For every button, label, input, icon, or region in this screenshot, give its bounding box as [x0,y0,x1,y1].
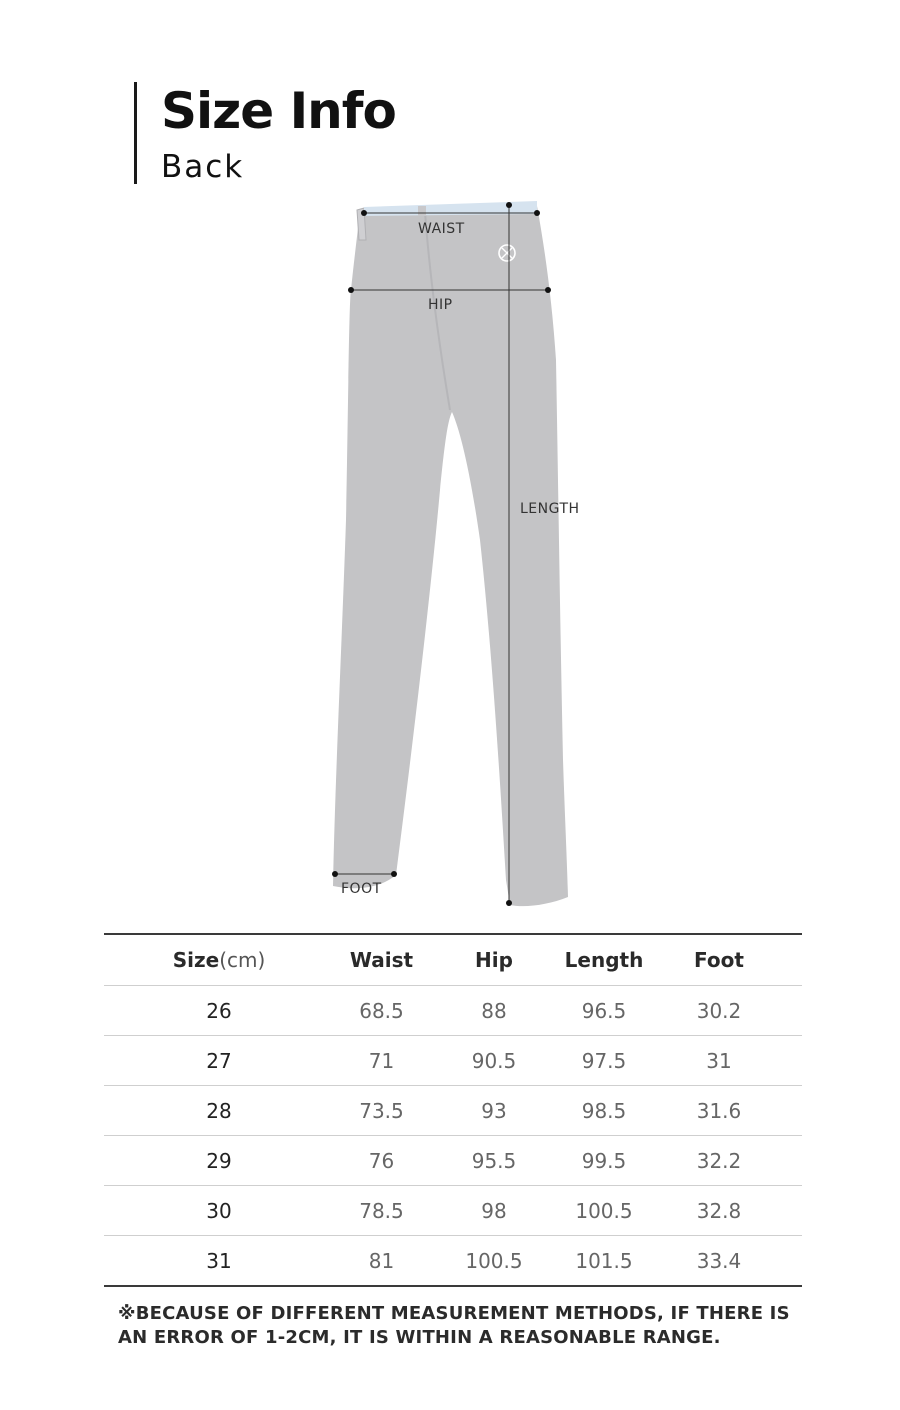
size-header-label: Size [172,948,220,972]
page-subtitle: Back [161,149,245,185]
table-row [104,1135,802,1185]
hip-cell: 90.5 [471,1048,517,1073]
foot-cell: 31.6 [696,1098,742,1123]
unit-label: (cm) [219,948,266,972]
length-cell: 101.5 [575,1248,633,1273]
hip-dot-left [348,287,354,293]
length-cell: 100.5 [575,1198,633,1223]
hip-cell: 95.5 [471,1148,517,1173]
waist-cell: 76 [368,1148,395,1173]
length-cell: 96.5 [581,998,627,1023]
length-cell: 97.5 [581,1048,627,1073]
length-cell: 99.5 [581,1148,627,1173]
hip-cell: 98 [481,1198,507,1223]
waist-cell: 73.5 [359,1098,404,1123]
size-cell: 28 [206,1098,232,1123]
hip-dot-right [545,287,551,293]
length-dot-bottom [506,900,512,906]
waist-cell: 81 [368,1248,395,1273]
page-title: Size Info [161,82,396,140]
hip-cell: 100.5 [465,1248,523,1273]
waist-cell: 71 [368,1048,395,1073]
size-cell: 29 [206,1148,232,1173]
table-row [104,1035,802,1085]
header-waist: Waist [349,948,414,972]
size-cell: 26 [206,998,232,1023]
header-hip: Hip [475,948,513,972]
hip-label: HIP [428,297,453,313]
foot-label: FOOT [341,881,382,897]
length-cell: 98.5 [581,1098,627,1123]
hip-cell: 93 [481,1098,507,1123]
table-header-row [104,935,802,985]
waist-dot-left [361,210,367,216]
waist-dot-right [534,210,540,216]
foot-cell: 30.2 [696,998,742,1023]
size-cell: 31 [206,1248,232,1273]
waistband-loop [418,206,426,216]
foot-dot-left [332,871,338,877]
size-cell: 27 [206,1048,232,1073]
foot-cell: 32.2 [696,1148,742,1173]
header-foot: Foot [694,948,744,972]
waist-cell: 68.5 [359,998,404,1023]
header-size [104,935,334,985]
header-length: Length [564,948,644,972]
size-cell: 30 [206,1198,232,1223]
length-label: LENGTH [520,501,580,517]
size-table [104,933,802,1287]
measurement-note: ※BECAUSE OF DIFFERENT MEASUREMENT METHODS, IF THERE IS AN ERROR OF 1-2CM, IT IS WITHIN A REASONABLE RANGE. [118,1303,790,1348]
foot-cell: 32.8 [696,1198,742,1223]
table-row [104,1085,802,1135]
length-dot-top [506,202,512,208]
table-row [104,1235,802,1285]
foot-cell: 31 [706,1048,732,1073]
waist-cell: 78.5 [359,1198,404,1223]
table-row [104,1185,802,1235]
hip-cell: 88 [481,998,507,1023]
table-row [104,985,802,1035]
waist-label: WAIST [418,221,465,237]
foot-cell: 33.4 [696,1248,742,1273]
foot-dot-right [391,871,397,877]
